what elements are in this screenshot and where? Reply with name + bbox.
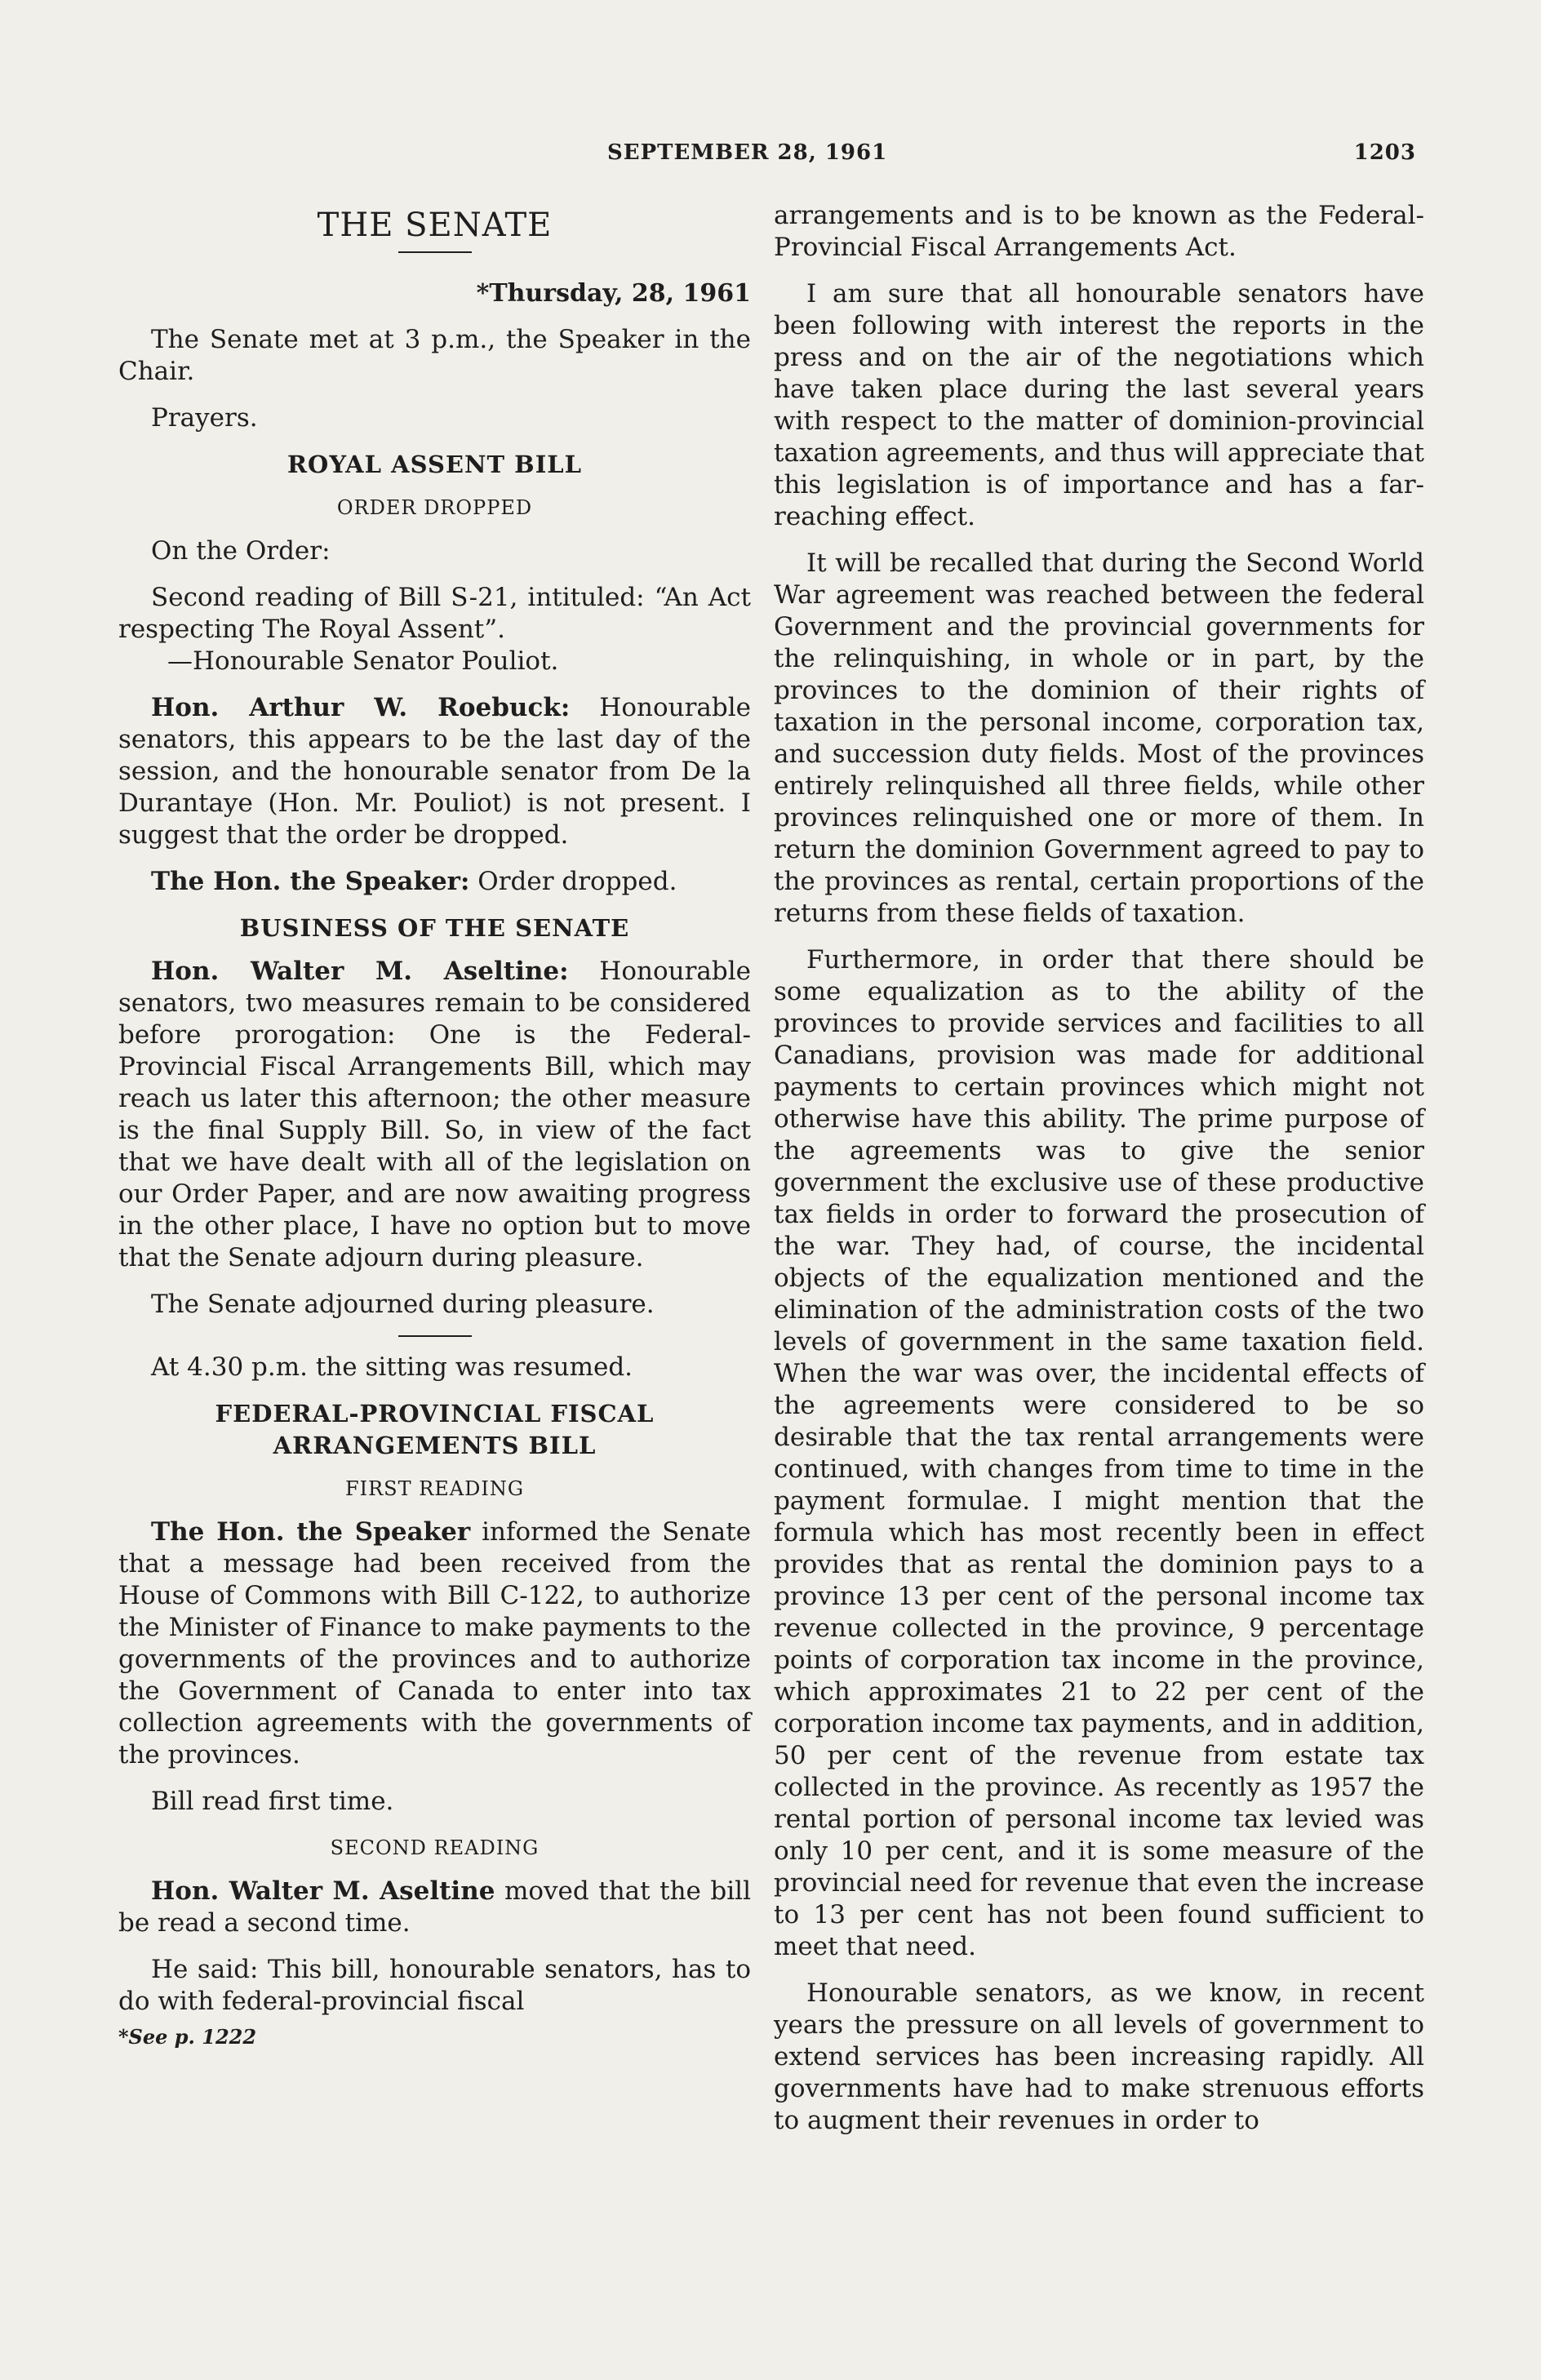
- paragraph-war-agreement: It will be recalled that during the Second World War agreement was reached between the federal Government and the provincial governments for the relinquishing, in whole or in part, by the provinces to the dominion of their rights of taxation in the personal income, corporation tax, and succession duty fields. Most of the provinces entirely relinquished all three fields, while other provinces relinquished one or more of them. In return the dominion Government agreed to pay to the provinces as rental, certain proportions of the returns from these fields of taxation.: [774, 548, 1424, 928]
- order-quote: [118, 582, 751, 677]
- speaker-name: Hon. Walter M. Aseltine:: [151, 957, 569, 986]
- speech-text: Honourable senators, this appears to be the last day of the session, and the honourable senator from De la Durantaye (Hon. Mr. Pouliot) is not present. I suggest that the order be dropped.: [118, 693, 751, 850]
- speech-text: informed the Senate that a message had been received from the House of Commons with Bill C-122, to authorize the Minister of Finance to make payments to the governments of the provinces and to authorize the Government of Canada to enter into tax collection agreements with the governments of the provinces.: [118, 1517, 751, 1769]
- speech-text: Honourable senators, two measures remain to be considered before prorogation: One is the Federal-Provincial Fiscal Arrangements Bill, which may reach us later this afternoon; the other measure is the final Supply Bill. So, in view of the fact that we have dealt with all of the legislation on our Order Paper, and are now awaiting progress in the other place, I have no option but to move that the Senate adjourn during pleasure.: [118, 957, 751, 1272]
- house-title: THE SENATE: [317, 206, 553, 244]
- paragraph-pressure: Honourable senators, as we know, in recent years the pressure on all levels of government to extend services has been increasing rapidly. All governments have had to make strenuous efforts to augment their revenues in order to: [774, 1978, 1424, 2135]
- paragraph-on-the-order: On the Order:: [151, 536, 331, 566]
- speaker-name: Hon. Arthur W. Roebuck:: [151, 693, 571, 722]
- paragraph-first-time: Bill read first time.: [151, 1787, 394, 1816]
- speech-text: moved that the bill be read a second time.: [118, 1876, 751, 1938]
- paragraph-he-said: He said: This bill, honourable senators, has to do with federal-provincial fiscal: [118, 1955, 751, 2016]
- paragraph-senate-met: The Senate met at 3 p.m., the Speaker in the Chair.: [118, 325, 751, 386]
- speaker-name: Hon. Walter M. Aseltine: [151, 1876, 495, 1906]
- paragraph-equalization: Furthermore, in order that there should be some equalization as to the ability of the provinces to provide services and facilities to all Canadians, provision was made for additional payments to certain provinces which might not otherwise have this ability. The prime purpose of the agreements was to give the senior government the exclusive use of these productive tax fields in order to forward the prosecution of the war. They had, of course, the incidental objects of the equalization mentioned and the elimination of the administration costs of the two levels of government in the same taxation field. When the war was over, the incidental effects of the agreements were considered to be so desirable that the tax rental arrangements were continued, with changes from time to time in the payment formulae. I might mention that the formula which has most recently been in effect provides that as rental the dominion pays to a province 13 per cent of the personal income tax revenue collected in the province, 9 percentage points of corporation tax income in the province, which approximates 21 to 22 per cent of the corporation income tax payments, and in addition, 50 per cent of the revenue from estate tax collected in the province. As recently as 1957 the rental portion of personal income tax levied was only 10 per cent, and it is some measure of the provincial need for revenue that even the increase to 13 per cent has not been found sufficient to meet that need.: [774, 945, 1424, 1961]
- heading-line-2: ARRANGEMENTS BILL: [273, 1432, 597, 1459]
- subheading-first-reading: FIRST READING: [344, 1477, 525, 1500]
- paragraph-speaker-order-dropped: [118, 866, 751, 898]
- paragraph-resumed: At 4.30 p.m. the sitting was resumed.: [151, 1352, 633, 1382]
- paragraph-aseltine-moved: [118, 1876, 751, 1939]
- paragraph-prayers: Prayers.: [151, 403, 258, 433]
- heading-fiscal-arrangements-bill: [118, 1398, 751, 1462]
- title-rule: [398, 251, 472, 253]
- speaker-name: The Hon. the Speaker:: [151, 867, 470, 896]
- sitting-date: *Thursday, 28, 1961: [476, 279, 751, 308]
- right-column: [774, 200, 1424, 2151]
- speaker-name: The Hon. the Speaker: [151, 1517, 471, 1547]
- heading-business-of-the-senate: BUSINESS OF THE SENATE: [239, 914, 630, 942]
- left-column: [118, 200, 751, 2053]
- header-date: SEPTEMBER 28, 1961: [607, 140, 888, 165]
- paragraph-speaker-message: [118, 1516, 751, 1771]
- footnote: *See p. 1222: [118, 2025, 257, 2049]
- paragraph-aseltine-business: [118, 956, 751, 1274]
- order-quote-attribution: —Honourable Senator Pouliot.: [167, 646, 559, 676]
- paragraph-act-name: arrangements and is to be known as the Federal-Provincial Fiscal Arrangements Act.: [774, 201, 1424, 262]
- paragraph-negotiations: I am sure that all honourable senators have been following with interest the reports in the press and on the air of the negotiations which have taken place during the last several years with respect to the matter of dominion-provincial taxation agreements, and thus will appreciate that this legislation is of importance and has a far-reaching effect.: [774, 279, 1424, 531]
- heading-royal-assent-bill: ROYAL ASSENT BILL: [286, 451, 583, 478]
- heading-line-1: FEDERAL-PROVINCIAL FISCAL: [215, 1400, 655, 1428]
- subheading-second-reading: SECOND READING: [330, 1836, 540, 1859]
- order-quote-text: Second reading of Bill S-21, intituled: “An Act respecting The Royal Assent”.: [118, 583, 751, 644]
- paragraph-roebuck: [118, 692, 751, 851]
- paragraph-adjourned: The Senate adjourned during pleasure.: [151, 1290, 655, 1319]
- running-head: [110, 140, 1416, 173]
- page-number: 1203: [1353, 140, 1416, 165]
- subheading-order-dropped: ORDER DROPPED: [336, 496, 533, 519]
- speech-text: Order dropped.: [469, 867, 677, 896]
- section-rule: [398, 1335, 472, 1337]
